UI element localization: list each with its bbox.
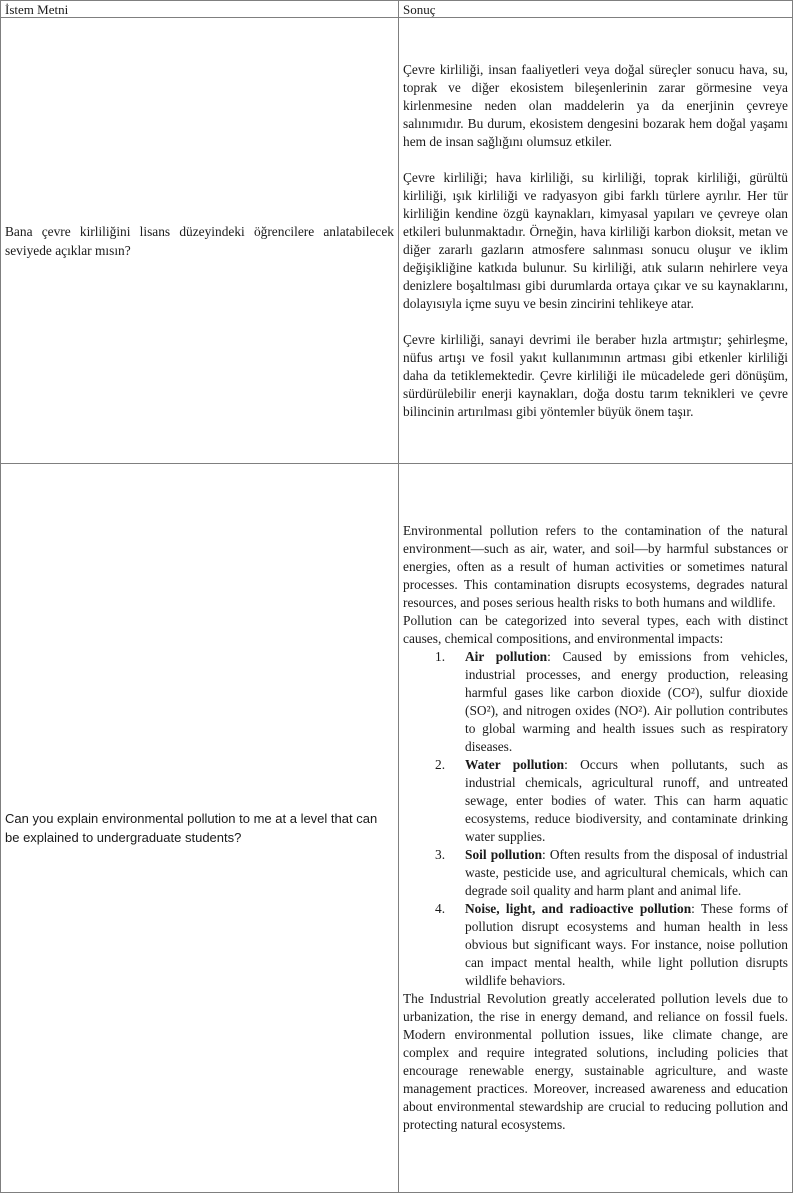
table-row-turkish [1,18,793,464]
result-cell-turkish [399,18,793,464]
header-result: Sonuç [399,1,793,18]
pollution-types-list [403,648,788,990]
type-text: : These forms of pollution disrupt ecosystems and human health in less obvious but significant ways. For instance, noise pollution can impact mental health, while light pollution disrupts wildlife behaviors. [465,901,788,988]
result-paragraph: Çevre kirliliği, sanayi devrimi ile beraber hızla artmıştır; şehirleşme, nüfus artışı ve fosil yakıt kullanımının artması gibi etkenler kirliliği daha da tetiklemektedir. Çevre kirliliği ile mücadelede geri dönüşüm, sürdürülebilir enerji kaynakları, doğa dostu tarım teknikleri ve çevre bilincinin artırılması gibi yöntemler büyük önem taşır. [403,331,788,419]
list-number: 4. [435,901,446,916]
type-title: Water pollution [465,757,565,772]
prompt-cell-english: Can you explain environmental pollution to me at a level that can be explained to undergraduate students? [1,464,399,1193]
list-item [435,900,788,990]
result-paragraph: Çevre kirliliği; hava kirliliği, su kirliliği, toprak kirliliği, gürültü kirliliği, ışık kirliliği ve radyasyon gibi farklı türlere ayrılır. Her tür kirliliğin kendine özgü kaynakları, kimyasal yapıları ve çevreye olan etkileri bulunmaktadır. Örneğin, hava kirliliği karbon dioksit, metan ve diğer zararlı gazların atmosfere salınması sonucu oluşur ve iklim değişikliğine katkıda bulunur. Su kirliliği, atık suların nehirlere veya denizlere boşaltılması gibi durumlarda ortaya çıkar ve su kaynaklarını, dolayısıyla içme suyu ve besin zincirini tehlikeye atar. [403,169,788,311]
list-item [435,648,789,756]
result-cell-english [399,464,793,1193]
type-text: : Often results from the disposal of industrial waste, pesticide use, and agricultural chemicals, which can degrade soil quality and harm plant and animal life. [465,847,788,898]
list-number: 2. [435,757,446,772]
result-conclusion: The Industrial Revolution greatly accelerated pollution levels due to urbanization, the rise in energy demand, and reliance on fossil fuels. Modern environmental pollution issues, like climate change, are complex and require integrated solutions, including policies that encourage renewable energy, sustainable agriculture, and waste management practices. Moreover, increased awareness and education about environmental stewardship are crucial to reducing pollution and protecting natural ecosystems. [403,991,788,1132]
table-row-english [1,464,793,1193]
list-number: 3. [435,847,446,862]
type-title: Soil pollution [465,847,543,862]
list-number: 1. [435,649,446,664]
type-text: : Caused by emissions from vehicles, industrial processes, and energy production, releasing harmful gases like carbon dioxide (CO²), sulfur dioxide (SO²), and nitrogen oxides (NO²). Air pollution contributes to global warming and health issues such as respiratory diseases. [465,649,789,754]
list-item [435,846,788,900]
result-intro: Environmental pollution refers to the contamination of the natural environment—such as air, water, and soil—by harmful substances or energies, often as a result of human activities or sometimes natural processes. This contamination disrupts ecosystems, degrades natural resources, and poses serious health risks to both humans and wildlife. [403,523,788,610]
prompt-cell-turkish: Bana çevre kirliliğini lisans düzeyindeki öğrencilere anlatabilecek seviyede açıklar mısın? [1,18,399,464]
type-text: : Occurs when pollutants, such as industrial chemicals, agricultural runoff, and untreated sewage, enter bodies of water. This can harm aquatic ecosystems, reduce biodiversity, and contaminate drinking water supplies. [465,757,788,844]
type-title: Noise, light, and radioactive pollution [465,901,692,916]
type-title: Air pollution [465,649,548,664]
header-prompt: İstem Metni [1,1,399,18]
result-paragraph: Çevre kirliliği, insan faaliyetleri veya doğal süreçler sonucu hava, su, toprak ve diğer ekosistem bileşenlerinin zarar görmesine veya kirlenmesine neden olan maddelerin ya da enerjinin çevreye salınımıdır. Bu durum, ekosistem dengesini bozarak hem doğal yaşamı hem de insan sağlığını olumsuz etkiler. [403,61,788,149]
list-item [435,756,788,846]
header-row [1,1,793,18]
categories-intro: Pollution can be categorized into several types, each with distinct causes, chemical compositions, and environmental impacts: [403,613,788,646]
